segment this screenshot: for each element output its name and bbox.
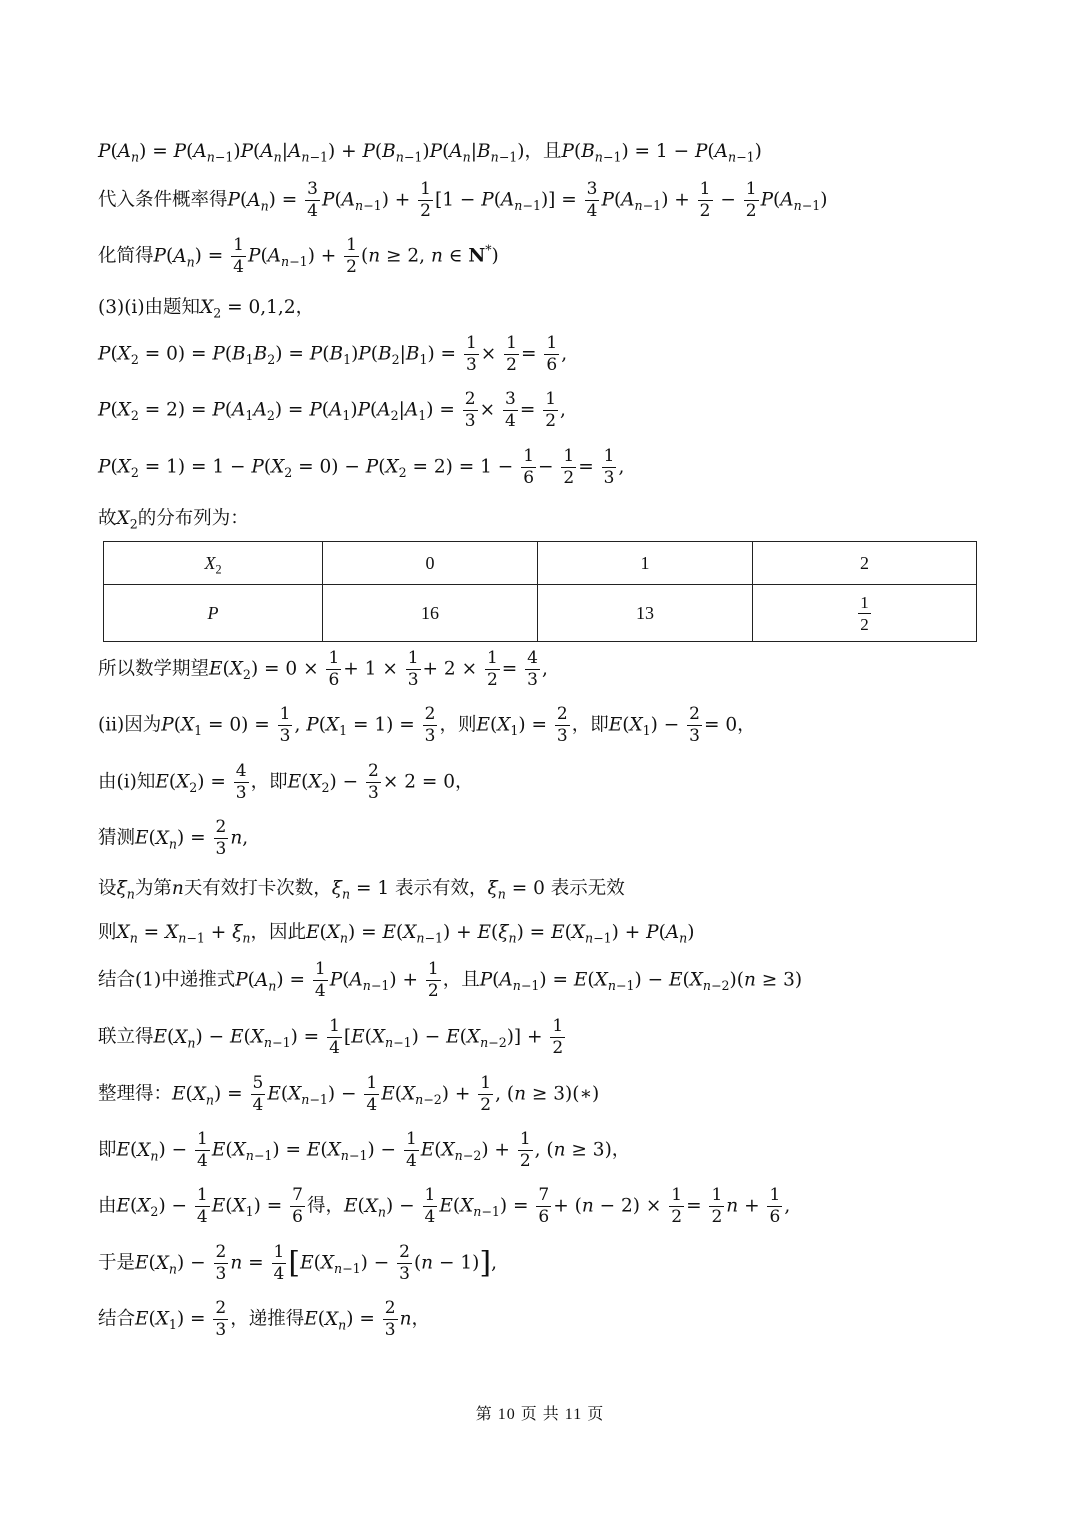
formula-line-19: 由$E(X_2)$ − $\frac{1}{4}$ $E(X_1)$ = $\frac{7}{6}$ 得，$E(X_n)$ − $\frac{1}{4}$ $E(X_{n-1})$ = $\frac{7}{6}$ + (n − 2) × $\frac{1}{2}$ = $\frac{1}{2}$ n + $\frac{1}{6}$ , [98, 1185, 791, 1227]
formula-line-6: $P(X_2 = 2) = P(A_1A_2) = P(A_1)P(A_2|A_1)$ = $\frac{2}{3}$ × $\frac{3}{4}$ = $\frac{1}{2}$ , [98, 389, 566, 431]
formula-line-8: 故$X_2$的分布列为： [98, 508, 249, 532]
formula-line-17: 整理得：$E(X_n)$ = $\frac{5}{4}$ $E(X_{n-1})$ − $\frac{1}{4}$ $E(X_{n-2})$ + $\frac{1}{2}$ , (n ≥ 3)(∗) [98, 1073, 600, 1115]
table-cell: 13 [538, 585, 753, 642]
formula-line-16: 联立得$E(X_n) - E(X_{n-1})$ = $\frac{1}{4}$ $[E(X_{n-1}) - E(X_{n-2})]$ + $\frac{1}{2}$ [98, 1016, 564, 1058]
formula-line-3: 化简得$P(A_n)$ = $\frac{1}{4}$ $P(A_{n-1})$ + $\frac{1}{2}$ (n ≥ 2, n ∈ N*) [98, 235, 499, 277]
formula-line-9: 所以数学期望$E(X_2) = 0$ × $\frac{1}{6}$ + 1 × $\frac{1}{3}$ + 2 × $\frac{1}{2}$ = $\frac{4}{3}$ , [98, 648, 548, 690]
formula-line-15: 结合(1)中递推式$P(A_n)$ = $\frac{1}{4}$ $P(A_{n-1})$ + $\frac{1}{2}$ ，且$P(A_{n-1}) = E(X_{n-1}) - E(X_{n-2})(n \ge 3)$ [98, 959, 803, 1001]
table-cell: 1 [538, 542, 753, 585]
formula-line-7: $P(X_2 = 1) = 1 - P(X_2 = 0) - P(X_2 = 2) = 1$ − $\frac{1}{6}$ − $\frac{1}{2}$ = $\frac{1}{3}$ , [98, 446, 625, 488]
formula-line-14: 则$X_n = X_{n-1} + \xi_n$，因此$E(X_n) = E(X_{n-1}) + E(\xi_n) = E(X_{n-1}) + P(A_n)$ [98, 922, 695, 946]
table-cell: 2 [753, 542, 977, 585]
formula-line-10: (ii)因为$P(X_1 = 0)$ = $\frac{1}{3}$ , $P(X_1 = 1)$ = $\frac{2}{3}$ ，则$E(X_1)$ = $\frac{2}{3}$ ，即$E(X_1)$ − $\frac{2}{3}$ = 0， [98, 704, 756, 746]
formula-line-1: $P(A_n) = P(A_{n-1})P(A_n|A_{n-1}) + P(B_{n-1})P(A_n|B_{n-1})$，且$P(B_{n-1}) = 1 - P(A_{n-1})$ [98, 141, 762, 165]
formula-line-12: 猜测$E(X_n)$ = $\frac{2}{3}$ n, [98, 817, 249, 859]
formula-line-18: 即$E(X_n)$ − $\frac{1}{4}$ $E(X_{n-1}) = E(X_{n-1})$ − $\frac{1}{4}$ $E(X_{n-2})$ + $\frac{1}{2}$ , (n ≥ 3)， [98, 1129, 631, 1171]
formula-line-21: 结合$E(X_1)$ = $\frac{2}{3}$ ，递推得$E(X_n)$ = $\frac{2}{3}$ n， [98, 1298, 431, 1340]
table-cell: 16 [323, 585, 538, 642]
formula-line-4: (3)(i)由题知$X_2 = 0,1,2$， [98, 297, 315, 321]
table-cell: $\frac{1}{2}$ [753, 585, 977, 642]
table-cell: 0 [323, 542, 538, 585]
formula-line-20: 于是$E(X_n)$ − $\frac{2}{3}$ n = $\frac{1}{4}$ [$E(X_{n-1})$ − $\frac{2}{3}$ (n − 1)], [98, 1242, 497, 1284]
formula-line-11: 由(i)知$E(X_2)$ = $\frac{4}{3}$ ，即$E(X_2)$ − $\frac{2}{3}$ × 2 = 0， [98, 761, 474, 803]
page-footer: 第 10 页 共 11 页 [475, 1406, 605, 1423]
distribution-table [103, 541, 977, 642]
table-row [104, 585, 977, 642]
table-header-row [104, 542, 977, 585]
formula-line-5: $P(X_2 = 0) = P(B_1B_2) = P(B_1)P(B_2|B_1)$ = $\frac{1}{3}$ × $\frac{1}{2}$ = $\frac{1}{6}$ , [98, 333, 568, 375]
table-cell: $X_2$ [104, 542, 323, 585]
formula-line-2: 代入条件概率得$P(A_n)$ = $\frac{3}{4}$ $P(A_{n-1})$ + $\frac{1}{2}$ $[1 - P(A_{n-1})]$ = $\frac{3}{4}$ $P(A_{n-1})$ + $\frac{1}{2}$ − $\frac{1}{2}$ $P(A_{n-1})$ [98, 179, 828, 221]
table-cell: P [104, 585, 323, 642]
formula-line-13: 设$\xi_n$为第n天有效打卡次数，$\xi_n = 1$ 表示有效，$\xi_n = 0$ 表示无效 [98, 878, 625, 902]
